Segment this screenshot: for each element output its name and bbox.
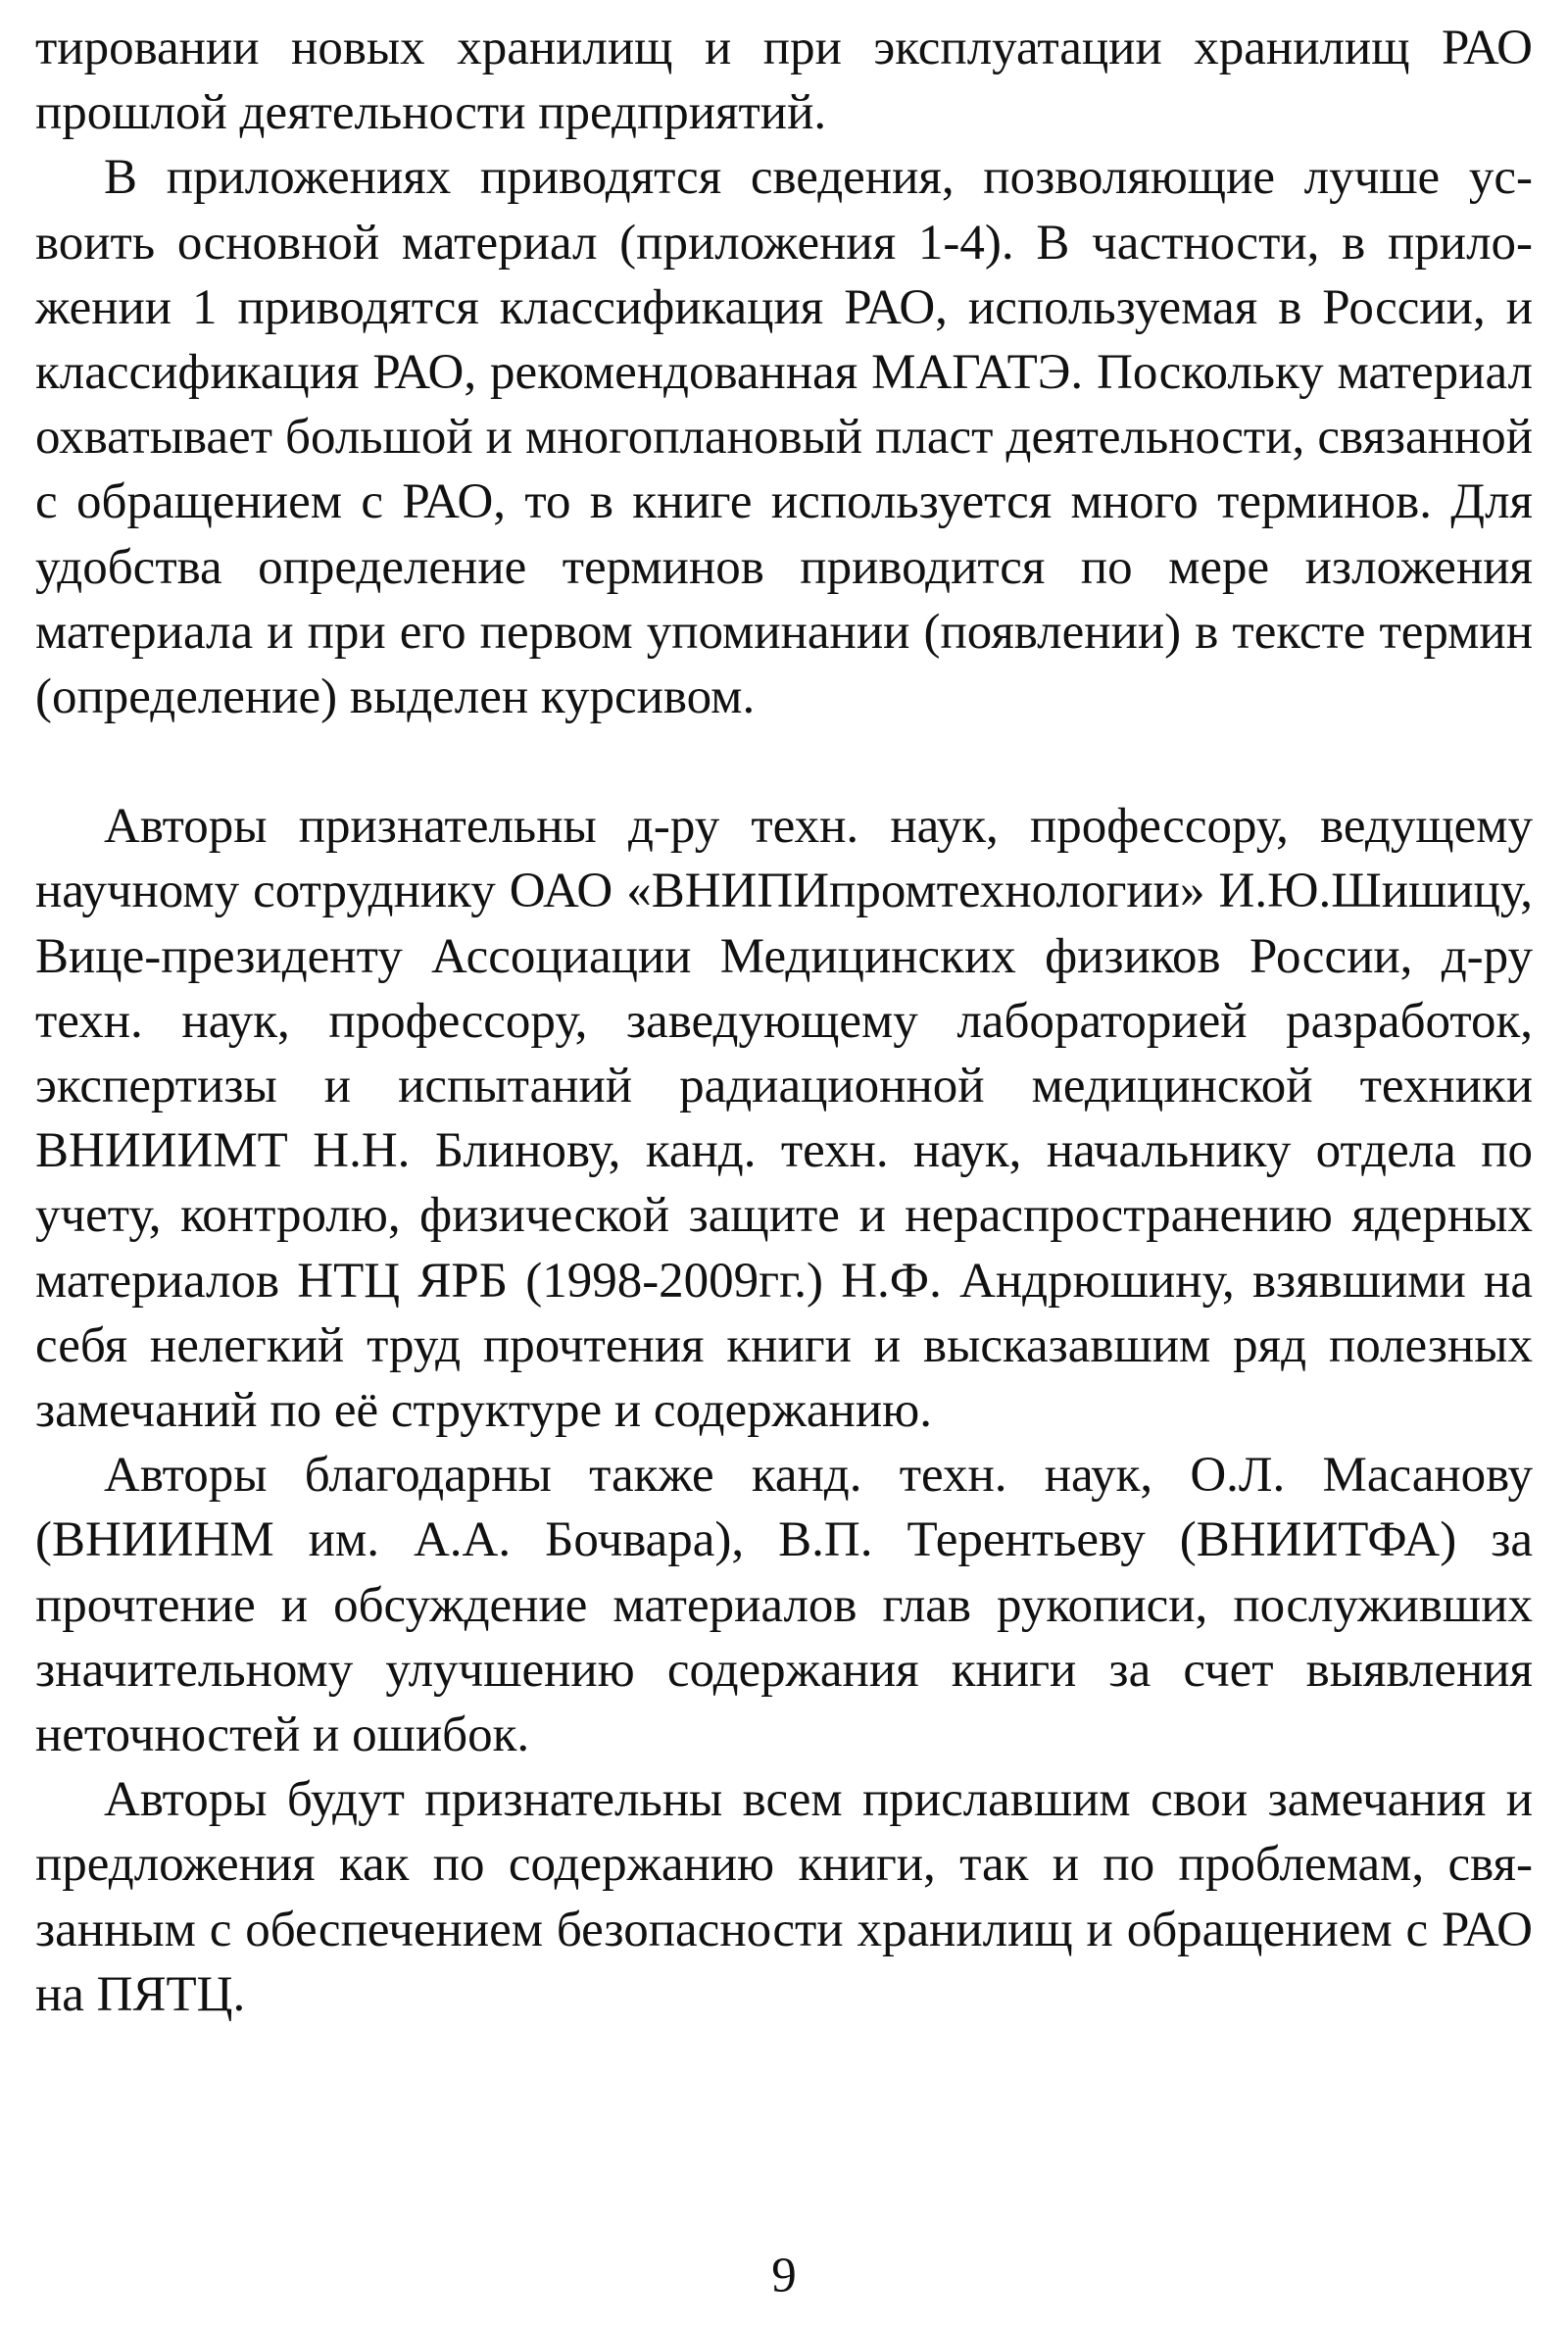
page-number: 9: [771, 2249, 797, 2303]
paragraph-continuation: тировании новых хранилищ и при эксплуатации хранилищ РАО прошлой деятельности предприятий.: [35, 21, 1533, 141]
page-body: [35, 16, 1533, 2027]
paragraph-feedback: Авторы будут признательны всем приславшим свои замечания и предложения как по содержанию книги, так и по проблемам, связанным с обеспечением безопасности хранилищ и обращением с РАО на ПЯТЦ.: [35, 1772, 1533, 2022]
paragraph-acknowledgements: Авторы признательны д-ру техн. наук, профессору, ведущему научному сотруднику ОАО «ВНИПИпромтехнологии» И.Ю.Шишицу, Вице-президенту Ассоциации Медицинских физиков России, д-ру техн. наук, профессору, заведующему лабораторией разработок, экспертизы и испытаний радиационной медицинской техники ВНИИИМТ Н.Н. Блинову, канд. техн. наук, начальнику отдела по учету, контролю, физической защите и нераспространению ядерных материалов НТЦ ЯРБ (1998-2009гг.) Н.Ф. Андрюшину, взявшими на себя нелегкий труд прочтения книги и высказавшим ряд полезных замечаний по её структуре и содержанию.: [35, 799, 1533, 1439]
paragraph-appendices: В приложениях приводятся сведения, позволяющие лучше усвоить основной материал (приложения 1-4). В частности, в приложении 1 приводятся классификация РАО, используемая в России, и классификация РАО, рекомендованная МАГАТЭ. Поскольку материал охватывает большой и многоплановый пласт деятельности, связанной с обращением с РАО, то в книге используется много терминов. Для удобства определение терминов приводится по мере изложения материала и при его первом упоминании (появлении) в тексте термин (определение) выделен курсивом.: [35, 150, 1533, 725]
paragraph-thanks: Авторы благодарны также канд. техн. наук, О.Л. Масанову (ВНИИНМ им. А.А. Бочвара), В.П. Терентьеву (ВНИИТФА) за прочтение и обсуждение материалов глав рукописи, послуживших значительному улучшению содержания книги за счет выявления неточностей и ошибок.: [35, 1448, 1533, 1763]
paragraph-gap: [35, 729, 1533, 794]
